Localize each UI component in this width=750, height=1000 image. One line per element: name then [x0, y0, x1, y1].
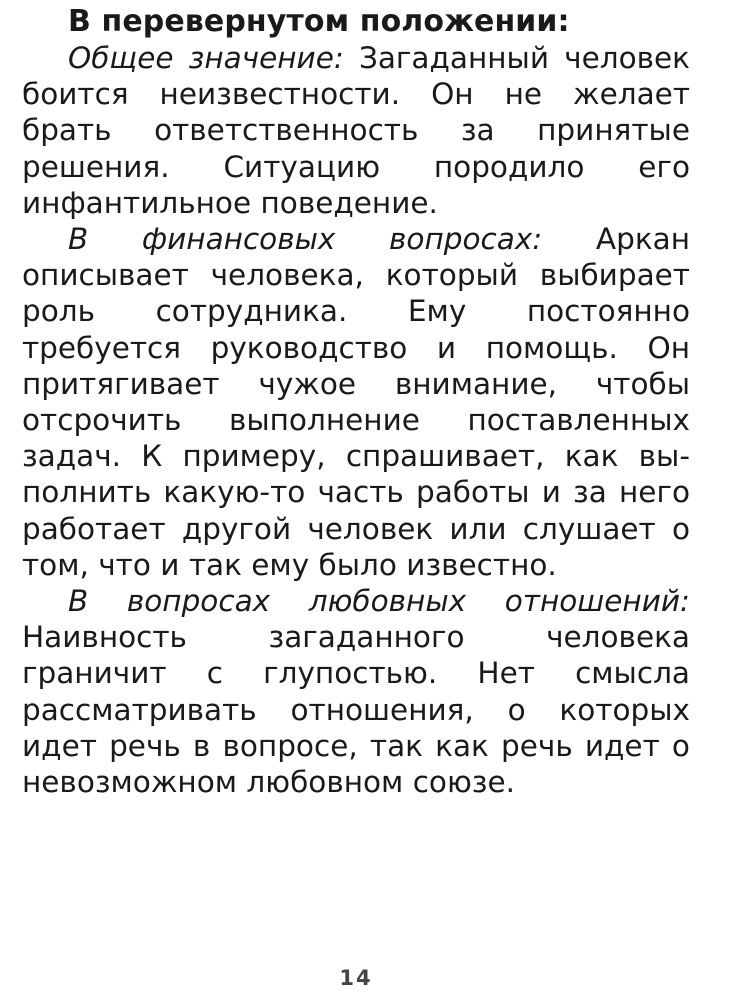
section-heading: В перевернутом положении:	[68, 4, 570, 39]
paragraph-lead: Общее значение:	[68, 41, 344, 75]
paragraph-text: Загаданный человек боится неизвестности. Он не желает брать ответственность за принятые решения. Ситуацию породило его инфантильное поведение.	[22, 41, 690, 220]
page-number: 14	[339, 966, 373, 990]
paragraph-text: Аркан описывает человека, который выбирает роль сотрудника. Ему постоянно требуется руководство и помощь. Он притягивает чужое внимание, чтобы отсрочить выполнение поставленных задач. К примеру, спрашивает, как выполнить какую-то часть работы и за него работает другой человек или слушает о том, что и так ему было известно.	[22, 222, 690, 582]
paragraph-lead: В вопросах любовных отношений:	[68, 584, 690, 619]
paragraph-text: Наивность загаданного человека граничит с глупостью. Нет смысла рассматривать отношения, о которых идет речь в вопросе, так как речь идет о невозможном любовном союзе.	[22, 620, 690, 800]
paragraph-lead: В финансовых вопросах:	[68, 222, 543, 257]
paragraph-general	[22, 40, 690, 221]
paragraph-love	[22, 583, 690, 800]
paragraph-finance	[22, 221, 690, 583]
page-body	[22, 4, 690, 800]
